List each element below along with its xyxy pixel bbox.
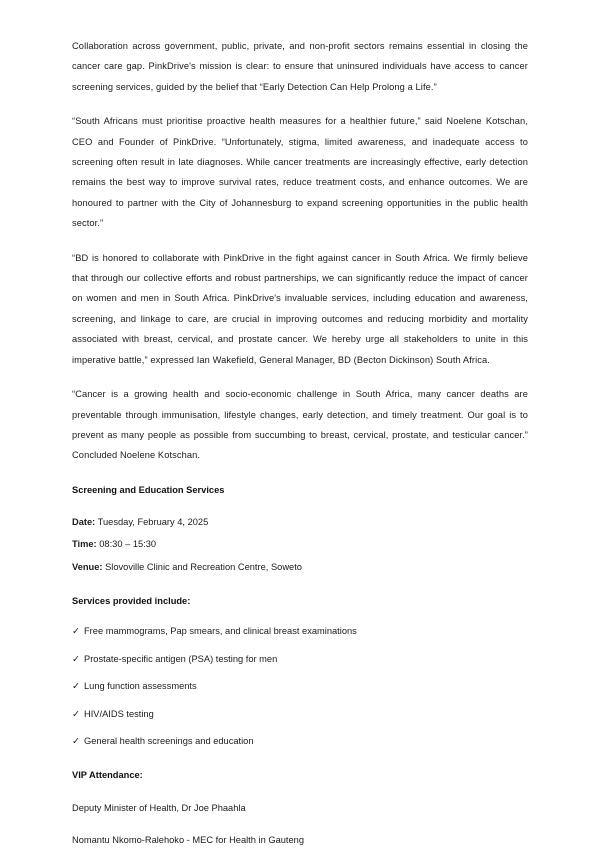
- detail-date-value: Tuesday, February 4, 2025: [97, 516, 209, 527]
- section-heading-screening-services: Screening and Education Services: [72, 484, 225, 495]
- event-details: [72, 512, 528, 577]
- paragraph-bd-quote: “BD is honored to collaborate with PinkDrive in the fight against cancer in South Africa. We firmly believe that through our collective efforts and robust partnerships, we can significantly reduce the impact of cancer on women and men in South Africa. PinkDrive's invaluable services, including education and awareness, screening, and linkage to care, are crucial in improving outcomes and reducing morbidity and mortality associated with breast, cervical, and prostate cancer. We hereby urge all stakeholders to unite in this imperative battle,” expressed Ian Wakefield, General Manager, BD (Becton Dickinson) South Africa.: [72, 252, 528, 365]
- detail-venue: [72, 557, 528, 577]
- vip-attendee: Deputy Minister of Health, Dr Joe Phaahla: [72, 802, 246, 813]
- vip-attendee: Nomantu Nkomo-Ralehoko - MEC for Health in Gauteng: [72, 835, 305, 846]
- detail-venue-value: Slovoville Clinic and Recreation Centre, Soweto: [105, 561, 302, 572]
- services-list: [72, 621, 528, 751]
- list-item: [72, 649, 528, 669]
- paragraph-kotschan-quote: “South Africans must prioritise proactive health measures for a healthier future,” said Noelene Kotschan, CEO and Founder of PinkDrive. “Unfortunately, stigma, limited awareness, and inadequate access to screening often result in late diagnoses. While cancer treatments are increasingly effective, early detection remains the best way to improve survival rates, reduce treatment costs, and enhance outcomes. We are honoured to partner with the City of Johannesburg to expand screening opportunities in the public health sector.”: [72, 116, 528, 229]
- service-label: HIV/AIDS testing: [84, 708, 154, 719]
- service-label: Prostate-specific antigen (PSA) testing for men: [84, 653, 278, 664]
- service-label: Lung function assessments: [84, 681, 197, 692]
- list-item: [72, 704, 528, 724]
- list-item: [72, 676, 528, 696]
- detail-time: [72, 534, 528, 554]
- detail-time-value: 08:30 – 15:30: [99, 539, 157, 550]
- check-icon: ✓: [72, 626, 80, 637]
- check-icon: ✓: [72, 708, 80, 719]
- detail-time-label: Time:: [72, 539, 97, 550]
- service-label: Free mammograms, Pap smears, and clinical breast examinations: [84, 626, 357, 637]
- check-icon: ✓: [72, 653, 80, 664]
- detail-venue-label: Venue:: [72, 561, 103, 572]
- detail-date: [72, 512, 528, 532]
- services-heading: Services provided include:: [72, 595, 191, 606]
- check-icon: ✓: [72, 681, 80, 692]
- service-label: General health screenings and education: [84, 735, 254, 746]
- list-item: [72, 621, 528, 641]
- list-item: [72, 731, 528, 751]
- paragraph-collaboration: Collaboration across government, public, private, and non-profit sectors remains essential in closing the cancer care gap. PinkDrive's mission is clear: to ensure that uninsured individuals have access to cancer screening services, guided by the belief that “Early Detection Can Help Prolong a Life.”: [72, 41, 528, 92]
- vip-attendance-heading: VIP Attendance:: [72, 770, 143, 781]
- paragraph-closing-quote: “Cancer is a growing health and socio-economic challenge in South Africa, many cancer deaths are preventable through immunisation, lifestyle changes, early detection, and timely treatment. Our goal is to prevent as many people as possible from succumbing to breast, cervical, prostate, and testicular cancer.” Concluded Noelene Kotschan.: [72, 389, 528, 461]
- check-icon: ✓: [72, 735, 80, 746]
- detail-date-label: Date:: [72, 516, 96, 527]
